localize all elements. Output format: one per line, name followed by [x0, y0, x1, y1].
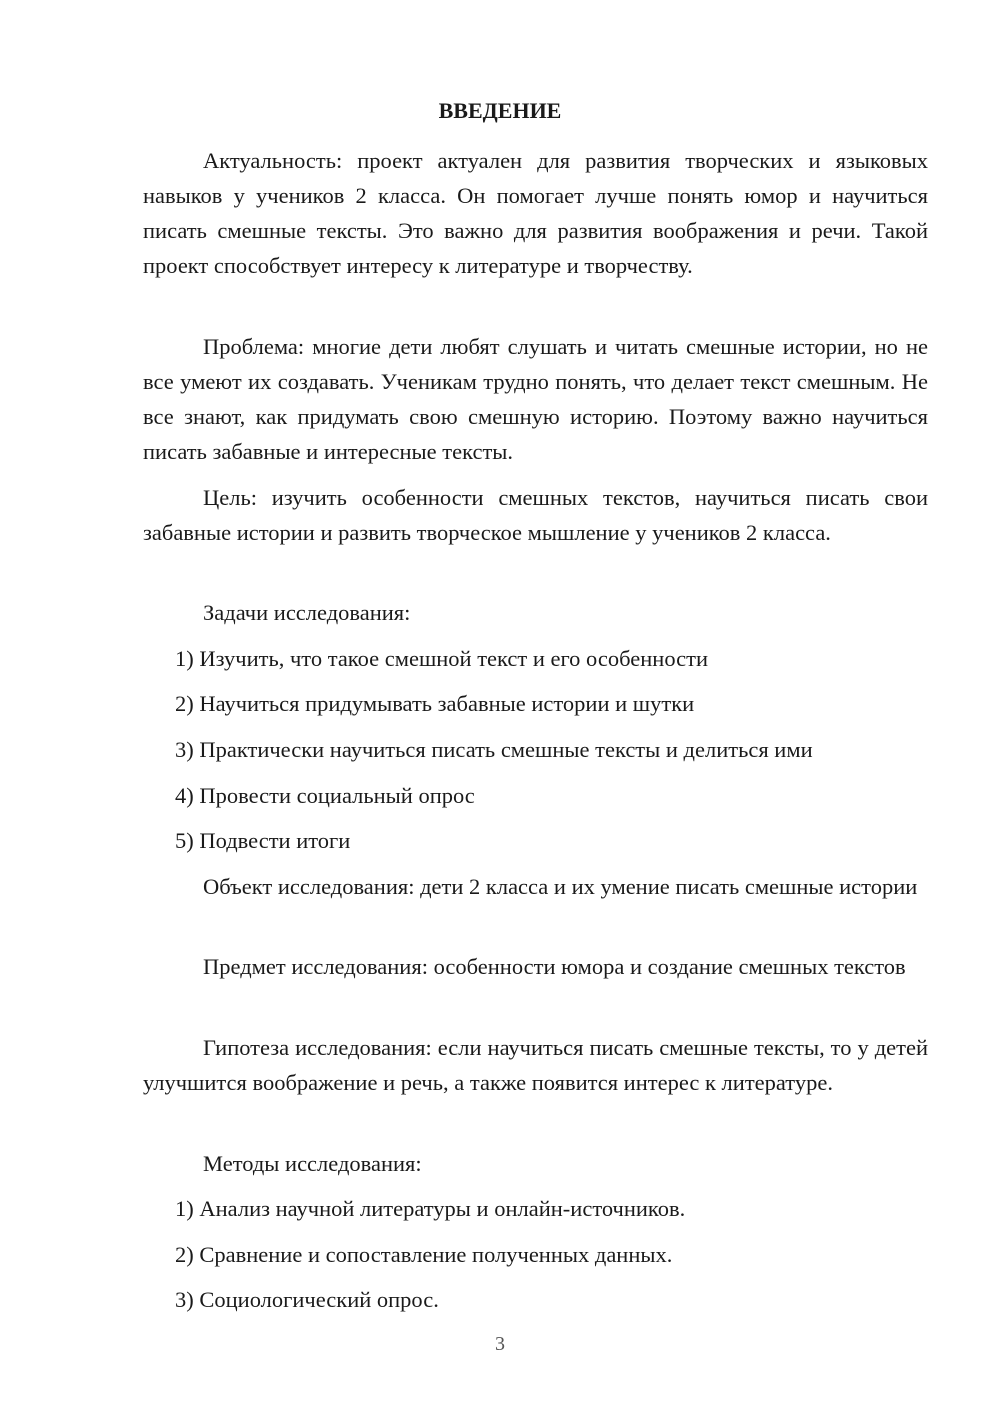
- methods-heading: Методы исследования:: [203, 1151, 422, 1176]
- list-item-method: 1) Анализ научной литературы и онлайн-источников.: [175, 1196, 686, 1221]
- page-title: ВВЕДЕНИЕ: [438, 98, 562, 123]
- list-item-method: 2) Сравнение и сопоставление полученных данных.: [175, 1242, 673, 1267]
- paragraph-problem: Проблема: многие дети любят слушать и читать смешные истории, но не все умеют их создавать. Ученикам трудно понять, что делает текст смешным. Не все знают, как придумать свою смешную историю. Поэтому важно научиться писать забавные и интересные тексты.: [143, 334, 928, 464]
- list-item-task: 1) Изучить, что такое смешной текст и его особенности: [175, 646, 708, 671]
- list-item-task: 3) Практически научиться писать смешные тексты и делиться ими: [175, 737, 813, 762]
- list-item-task: 4) Провести социальный опрос: [175, 783, 475, 808]
- paragraph-object: Объект исследования: дети 2 класса и их умение писать смешные истории: [203, 874, 918, 899]
- paragraph-subject: Предмет исследования: особенности юмора и создание смешных текстов: [203, 954, 906, 979]
- list-item-task: 5) Подвести итоги: [175, 828, 351, 853]
- paragraph-goal: Цель: изучить особенности смешных текстов, научиться писать свои забавные истории и развить творческое мышление у учеников 2 класса.: [143, 485, 928, 545]
- paragraph-hypothesis: Гипотеза исследования: если научиться писать смешные тексты, то у детей улучшится воображение и речь, а также появится интерес к литературе.: [143, 1035, 928, 1095]
- page-number: 3: [495, 1333, 505, 1355]
- paragraph-relevance: Актуальность: проект актуален для развития творческих и языковых навыков у учеников 2 класса. Он помогает лучше понять юмор и научиться писать смешные тексты. Это важно для развития воображения и речи. Такой проект способствует интересу к литературе и творчеству.: [143, 148, 928, 278]
- list-item-task: 2) Научиться придумывать забавные истории и шутки: [175, 691, 695, 716]
- list-item-method: 3) Социологический опрос.: [175, 1287, 439, 1312]
- tasks-heading: Задачи исследования:: [203, 600, 411, 625]
